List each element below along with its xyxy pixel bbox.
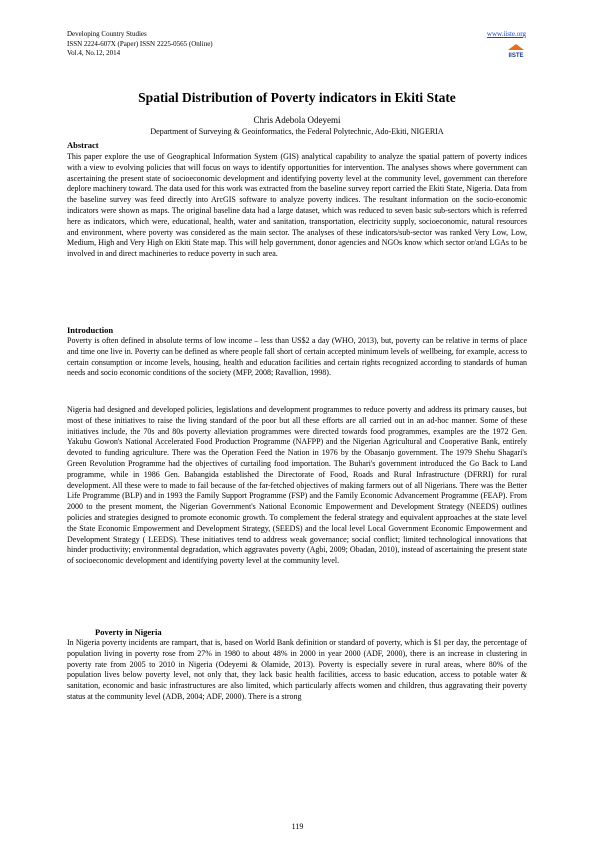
journal-name: Developing Country Studies [67, 30, 147, 38]
paper-author: Chris Adebola Odeyemi [253, 115, 341, 125]
abstract-heading: Abstract [67, 140, 99, 150]
author-affiliation: Department of Surveying & Geoinformatics, the Federal Polytechnic, Ado-Ekiti, NIGERIA [150, 127, 444, 136]
introduction-heading: Introduction [67, 325, 114, 335]
logo-text: IISTE [508, 53, 524, 58]
introduction-paragraph-2: Nigeria had designed and developed policies, legislations and development programmes to reduce poverty and address its primary causes, but most of these initiatives to raise the living standard of the poor but all these efforts are all carried out in an ad-hoc manner. Some of these initiatives include, the 70s and 80s poverty alleviation programmes were directed towards food programmes, examples are the 1972 Gen. Yakubu Gowon's National Accelerated Food Production Programme (NAFPP) and the Nigerian Agricultural and Cooperative Bank, entirely devoted to funding agriculture. There was the Operation Feed the Nation in 1976 by the Obasanjo government. The 1979 Shehu Shagari's Green Revolution Programme had the objectives of curtailing food importation. The Buhari's government introduced the Go Back to Land programme, while in 1986 Gen. Babangida established the Directorate of Food, Roads and Rural Infrastructure (DFRRI) for rural development. All these were to made to fail because of the far-fetched objectives of making farmers out of all Nigerians. There was the Better Life Programme (BLP) and in 1993 the Family Support Programme (FSP) and the Family Economic Advancement Programme (FEAP). From 2000 to the present moment, the Nigerian Government's National Economic Empowerment and Development Strategy (NEEDS) outlines policies and strategies designed to promote economic growth. To complement the federal strategy and equivalent approaches at the state level the State Economic Empowerment and Development Strategy, (SEEDS) and the local level Local Government Economic Empowerment and Development Strategy ( LEEDS). These initiatives tend to address weak governance; social conflict; limited technological innovations that hinder productivity; environmental degradation, which aggravates poverty (Agbi, 2009; Obadan, 2010), instead of ascertaining the present state of socioeconomic development and identifying poverty level at the community level. [67, 405, 527, 566]
introduction-paragraph-1: Poverty is often defined in absolute terms of low income – less than US$2 a day (WHO, 2013), but, poverty can be relative in terms of place and time one live in. Poverty can be defined as where people fall short of certain accepted minimum levels of wellbeing, for example, access to certain consumption or income levels, housing, health and education facilities and certain rights recognized according to standards of human needs and socio economic conditions of the society (MFP, 2008; Ravallion, 1998). [67, 336, 527, 378]
journal-url-block [466, 30, 526, 40]
poverty-in-nigeria-heading: Poverty in Nigeria [95, 627, 162, 637]
journal-header [67, 30, 527, 59]
journal-volume: Vol.4, No.12, 2014 [67, 49, 121, 57]
journal-url-link[interactable]: www.iiste.org [486, 30, 526, 38]
paper-title: Spatial Distribution of Poverty indicators in Ekiti State [138, 90, 456, 105]
poverty-in-nigeria-text: In Nigeria poverty incidents are rampart, that is, based on World Bank definition or standard of poverty, which is $1 per day, the percentage of population living in poverty rose from 27% in 1980 to about 48% in 2000 in year 2000 (ADF, 2000), there is an increase in clustering in poverty rate from 2005 to 2010 in Nigeria (Odeyemi & Olamide, 2013). Poverty is especially severe in rural areas, where 80% of the population lives below poverty level, not only that, they lack basic health facilities, access to basic education, access to potable water & sanitation, economic and basic infrastructures are also limited, which particularly affects women and children, thus aggravating their poverty status at the community level (ADB, 2004; ADF, 2000). There is a strong [67, 638, 527, 701]
iiste-logo-icon [506, 41, 526, 58]
page-number: 119 [291, 822, 304, 831]
abstract-text: This paper explore the use of Geographical Information System (GIS) analytical capability to analyze the spatial pattern of poverty indices with a view to evolving policies that will focus on ways to identify opportunities for intervention. The analyses shows where government can ascertaining the present state of socioeconomic development and identifying poverty level at the community level, government can therefore deplore machinery toward. The data used for this work was extracted from the baseline survey report carried the Ekiti State, Nigeria. Data from the baseline survey was feed directly into ArcGIS software to analyze poverty indices. The resultant information on the socio-economic indicators were shown as maps. The original baseline data had a large dataset, which was reduced to seven basic sub-sectors which is referred here as indicators, which were, educational, health, water and sanitation, transportation, electricity supply, socioeconomic, natural resources and environment, where poverty was considered as the main sector. The analyses of these indicators/sub-sector was ranked Very Low, Low, Medium, High and Very High on Ekiti State map. This will help government, donor agencies and NGOs know which sector or/and LGAs to be involved in and direct machineries to reduce poverty in such area. [67, 152, 527, 259]
journal-issn: ISSN 2224-607X (Paper) ISSN 2225-0565 (Online) [67, 39, 213, 48]
